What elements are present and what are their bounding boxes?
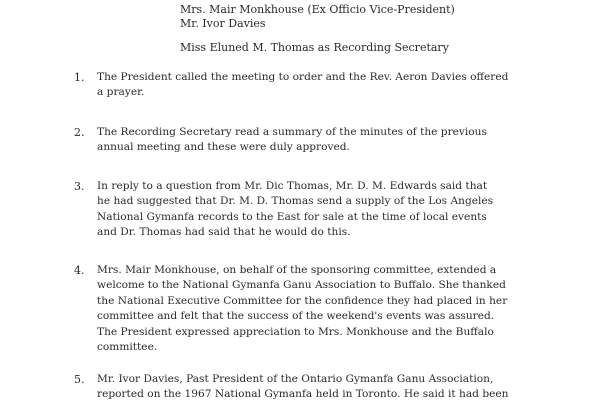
minutes-item-1 bbox=[97, 70, 575, 101]
item-line: the National Executive Committee for the confidence they had placed in her bbox=[97, 294, 508, 307]
item-line: In reply to a question from Mr. Dic Thomas, Mr. D. M. Edwards said that bbox=[97, 180, 488, 192]
item-line: welcome to the National Gymanfa Ganu Association to Buffalo. She thanked bbox=[97, 279, 506, 292]
item-line: The Recording Secretary read a summary of the minutes of the previous bbox=[97, 126, 487, 138]
attendee-vice-president: Mrs. Mair Monkhouse (Ex Officio Vice-President) bbox=[180, 3, 455, 16]
item-line: annual meeting and these were duly approved. bbox=[97, 141, 350, 154]
item-line: The President expressed appreciation to Mrs. Monkhouse and the Buffalo bbox=[97, 325, 494, 338]
item-number: 5. bbox=[74, 373, 85, 386]
item-line: The President called the meeting to order and the Rev. Aeron Davies offered bbox=[97, 71, 509, 83]
minutes-item-3 bbox=[97, 179, 575, 241]
item-number: 3. bbox=[74, 180, 85, 193]
recording-secretary-line: Miss Eluned M. Thomas as Recording Secretary bbox=[180, 41, 449, 54]
item-number: 2. bbox=[74, 126, 85, 139]
item-line: committee. bbox=[97, 341, 158, 354]
attendee-ivor-davies: Mr. Ivor Davies bbox=[180, 17, 266, 30]
item-number: 1. bbox=[74, 71, 85, 84]
item-line: National Gymanfa records to the East for sale at the time of local events bbox=[97, 210, 487, 223]
item-line: reported on the 1967 National Gymanfa held in Toronto. He said it had been bbox=[97, 388, 509, 400]
item-line: and Dr. Thomas had said that he would do this. bbox=[97, 226, 351, 239]
minutes-item-5 bbox=[97, 372, 575, 400]
minutes-item-4 bbox=[97, 263, 575, 355]
minutes-item-2 bbox=[97, 125, 575, 156]
item-line: Mrs. Mair Monkhouse, on behalf of the sponsoring committee, extended a bbox=[97, 264, 497, 276]
item-line: he had suggested that Dr. M. D. Thomas send a supply of the Los Angeles bbox=[97, 195, 494, 208]
item-line: Mr. Ivor Davies, Past President of the Ontario Gymanfa Ganu Association, bbox=[97, 373, 494, 385]
item-number: 4. bbox=[74, 264, 85, 277]
item-line: a prayer. bbox=[97, 86, 145, 99]
item-line: committee and felt that the success of the weekend's events was assured. bbox=[97, 310, 495, 323]
